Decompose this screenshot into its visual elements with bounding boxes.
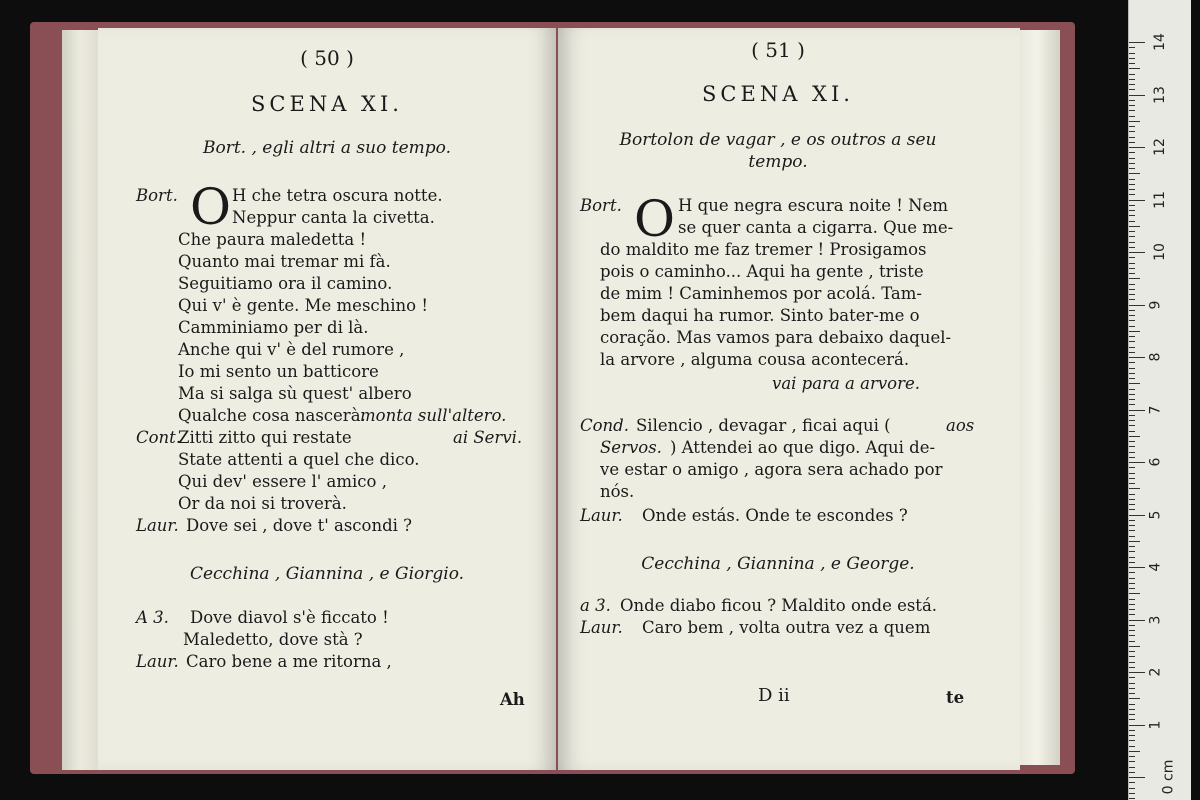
ruler-tick (1129, 525, 1135, 526)
ruler-tick (1129, 509, 1135, 510)
ruler-tick (1129, 357, 1145, 358)
ruler-tick (1129, 404, 1135, 405)
ruler-tick (1129, 452, 1135, 453)
stage-direction-inline: ai Servi. (453, 428, 523, 447)
ruler-tick (1129, 767, 1135, 768)
ruler-tick (1129, 210, 1135, 211)
ruler-tick (1129, 331, 1140, 332)
ruler-tick (1129, 583, 1135, 584)
ruler-tick (1129, 609, 1135, 610)
ruler-tick (1129, 536, 1135, 537)
speaker-name: Bort. (580, 196, 622, 215)
catchword: te (946, 688, 965, 707)
ruler-tick (1129, 551, 1135, 552)
ruler-tick (1129, 567, 1145, 568)
page-edges-right (1015, 30, 1060, 765)
ruler-label: 13 (1151, 85, 1168, 104)
prose-line: coração. Mas vamos para debaixo daquel- (600, 328, 952, 347)
ruler-tick (1129, 147, 1145, 148)
ruler-tick (1129, 142, 1135, 143)
scene-characters: Cecchina , Giannina , e George. (641, 554, 915, 574)
verse-line: Che paura maledetta ! (178, 230, 367, 249)
ruler-tick (1129, 242, 1135, 243)
ruler-tick (1129, 777, 1145, 778)
ruler-tick (1129, 310, 1135, 311)
ruler-tick (1129, 289, 1135, 290)
ruler-tick (1129, 158, 1135, 159)
ruler-tick (1129, 173, 1140, 174)
ruler-label: 8 (1147, 352, 1164, 362)
catchword: Ah (500, 690, 525, 709)
verse-line: State attenti a quel che dico. (178, 450, 420, 469)
ruler-tick (1129, 557, 1135, 558)
ruler-tick (1129, 273, 1135, 274)
ruler-tick (1129, 68, 1140, 69)
ruler-tick (1129, 562, 1135, 563)
ruler-tick (1129, 131, 1135, 132)
ruler-tick (1129, 63, 1135, 64)
verse-line: Ma si salga sù quest' albero (178, 384, 412, 403)
measurement-ruler (1128, 0, 1191, 800)
ruler-tick (1129, 719, 1135, 720)
verse-line: Neppur canta la civetta. (232, 208, 435, 227)
ruler-tick (1129, 116, 1135, 117)
ruler-tick (1129, 58, 1135, 59)
ruler-tick (1129, 168, 1135, 169)
ruler-tick (1129, 751, 1140, 752)
verse-line: Qui dev' essere l' amico , (178, 472, 387, 491)
prose-line: bem daqui ha rumor. Sinto bater-me o (600, 306, 920, 325)
ruler-tick (1129, 483, 1135, 484)
speaker-name: Bort. (136, 186, 178, 205)
ruler-tick (1129, 698, 1140, 699)
ruler-tick (1129, 714, 1135, 715)
ruler-tick (1129, 205, 1135, 206)
ruler-tick (1129, 530, 1135, 531)
ruler-tick (1129, 499, 1135, 500)
ruler-tick (1129, 425, 1135, 426)
ruler-tick (1129, 294, 1135, 295)
ruler-tick (1129, 179, 1135, 180)
ruler-tick (1129, 704, 1135, 705)
prose-line: Caro bem , volta outra vez a quem (642, 618, 931, 637)
stage-direction-inline: monta sull'altero. (360, 406, 507, 425)
ruler-tick (1129, 362, 1135, 363)
verse-line: Io mi sento un batticore (178, 362, 379, 381)
ruler-tick (1129, 478, 1135, 479)
ruler-tick (1129, 646, 1140, 647)
ruler-tick (1129, 268, 1135, 269)
ruler-tick (1129, 84, 1135, 85)
ruler-tick (1129, 462, 1145, 463)
ruler-tick (1129, 347, 1135, 348)
ruler-tick (1129, 635, 1135, 636)
ruler-tick (1129, 336, 1135, 337)
ruler-tick (1129, 410, 1145, 411)
ruler-tick (1129, 730, 1135, 731)
ruler-tick (1129, 693, 1135, 694)
ruler-tick (1129, 572, 1135, 573)
ruler-tick (1129, 100, 1135, 101)
ruler-label: 4 (1147, 562, 1164, 572)
ruler-tick (1129, 126, 1135, 127)
ruler-tick (1129, 473, 1135, 474)
ruler-label: 0 cm (1160, 759, 1177, 795)
prose-line: pois o caminho... Aqui ha gente , triste (600, 262, 924, 281)
ruler-tick (1129, 247, 1135, 248)
ruler-tick (1129, 394, 1135, 395)
prose-line: nós. (600, 482, 635, 501)
ruler-tick (1129, 599, 1135, 600)
ruler-tick (1129, 772, 1135, 773)
ruler-tick (1129, 378, 1135, 379)
prose-line: se quer canta a cigarra. Que me- (678, 218, 954, 237)
verse-line: Seguitiamo ora il camino. (178, 274, 393, 293)
ruler-label: 6 (1147, 457, 1164, 467)
ruler-tick (1129, 284, 1135, 285)
ruler-tick (1129, 189, 1135, 190)
stage-direction-inline: aos (946, 416, 975, 435)
stage-direction: tempo. (748, 152, 808, 172)
ruler-tick (1129, 383, 1140, 384)
ruler-tick (1129, 231, 1135, 232)
ruler-label: 14 (1151, 33, 1168, 51)
ruler-tick (1129, 137, 1135, 138)
ruler-tick (1129, 630, 1135, 631)
speaker-name: Cont. (136, 428, 182, 447)
ruler-label: 7 (1147, 405, 1164, 414)
drop-cap: O (190, 178, 231, 236)
ruler-tick (1129, 782, 1135, 783)
right-page (558, 28, 1020, 770)
ruler-tick (1129, 163, 1135, 164)
verse-line: Dove diavol s'è ficcato ! (190, 608, 389, 627)
ruler-tick (1129, 420, 1135, 421)
ruler-tick (1129, 735, 1135, 736)
prose-line: ve estar o amigo , agora sera achado por (600, 460, 943, 479)
prose-line: ) Attendei ao que digo. Aqui de- (670, 438, 936, 457)
ruler-tick (1129, 604, 1135, 605)
ruler-tick (1129, 677, 1135, 678)
ruler-tick (1129, 278, 1140, 279)
ruler-tick (1129, 436, 1140, 437)
ruler-tick (1129, 42, 1145, 43)
speaker-name: Laur. (580, 618, 623, 637)
ruler-label: 11 (1151, 190, 1168, 209)
ruler-tick (1129, 89, 1135, 90)
ruler-tick (1129, 662, 1135, 663)
ruler-tick (1129, 620, 1145, 621)
drop-cap: O (634, 190, 675, 248)
speaker-name: Laur. (136, 516, 179, 535)
signature-mark: D ii (758, 685, 790, 706)
stage-direction-inline: vai para a arvore. (772, 374, 921, 393)
ruler-tick (1129, 431, 1135, 432)
ruler-label: 2 (1147, 667, 1164, 677)
ruler-tick (1129, 494, 1135, 495)
ruler-tick (1129, 788, 1135, 789)
ruler-tick (1129, 667, 1135, 668)
ruler-tick (1129, 236, 1135, 237)
prose-line: do maldito me faz tremer ! Prosigamos (600, 240, 927, 259)
ruler-tick (1129, 756, 1135, 757)
ruler-tick (1129, 793, 1135, 794)
verse-line: Camminiamo per di là. (178, 318, 369, 337)
page-number: ( 50 ) (300, 46, 354, 70)
ruler-tick (1129, 740, 1135, 741)
ruler-tick (1129, 520, 1135, 521)
speaker-name: A 3. (136, 608, 169, 627)
verse-line: Zitti zitto qui restate (178, 428, 352, 447)
scene-characters: Cecchina , Giannina , e Giorgio. (189, 564, 465, 584)
verse-line: Anche qui v' è del rumore , (178, 340, 405, 359)
ruler-tick (1129, 446, 1135, 447)
ruler-tick (1129, 263, 1135, 264)
prose-line: Onde estás. Onde te escondes ? (642, 506, 908, 525)
ruler-tick (1129, 415, 1135, 416)
prose-line: la arvore , alguma cousa acontecerá. (600, 350, 910, 369)
left-page (98, 28, 556, 770)
speaker-name: Laur. (580, 506, 623, 525)
speaker-name: Cond. (580, 416, 629, 435)
ruler-tick (1129, 515, 1145, 516)
ruler-tick (1129, 614, 1135, 615)
verse-line: Qualche cosa nascerà. (178, 406, 366, 425)
scene-heading: SCENA XI. (702, 82, 854, 106)
ruler-tick (1129, 299, 1135, 300)
ruler-tick (1129, 184, 1135, 185)
ruler-tick (1129, 504, 1135, 505)
ruler-tick (1129, 110, 1135, 111)
ruler-tick (1129, 152, 1135, 153)
ruler-label: 10 (1151, 243, 1168, 261)
ruler-tick (1129, 467, 1135, 468)
ruler-tick (1129, 221, 1135, 222)
ruler-tick (1129, 47, 1135, 48)
ruler-tick (1129, 215, 1135, 216)
ruler-tick (1129, 257, 1135, 258)
ruler-label: 9 (1147, 300, 1164, 309)
ruler-tick (1129, 541, 1140, 542)
verse-line: Dove sei , dove t' ascondi ? (186, 516, 413, 535)
stage-direction: Bortolon de vagar , e os outros a seu (619, 130, 937, 150)
ruler-tick (1129, 588, 1135, 589)
ruler-tick (1129, 341, 1135, 342)
ruler-tick (1129, 194, 1135, 195)
verse-line: Or da noi si troverà. (178, 494, 347, 513)
ruler-tick (1129, 326, 1135, 327)
ruler-tick (1129, 200, 1145, 201)
ruler-tick (1129, 593, 1140, 594)
ruler-tick (1129, 546, 1135, 547)
prose-line: de mim ! Caminhemos por acolá. Tam- (600, 284, 922, 303)
ruler-tick (1129, 105, 1135, 106)
ruler-tick (1129, 651, 1135, 652)
ruler-tick (1129, 252, 1145, 253)
ruler-tick (1129, 746, 1135, 747)
ruler-tick (1129, 709, 1135, 710)
ruler-tick (1129, 79, 1135, 80)
ruler-tick (1129, 625, 1135, 626)
stage-direction: Bort. , egli altri a suo tempo. (203, 138, 451, 158)
ruler-label: 3 (1147, 615, 1164, 624)
verse-line: Caro bene a me ritorna , (186, 652, 392, 671)
ruler-label: 5 (1147, 510, 1164, 519)
ruler-tick (1129, 488, 1140, 489)
verse-line: Maledetto, dove stà ? (183, 630, 363, 649)
ruler-tick (1129, 320, 1135, 321)
ruler-tick (1129, 368, 1135, 369)
verse-line: H che tetra oscura notte. (232, 186, 443, 205)
ruler-tick (1129, 305, 1145, 306)
stage-direction-inline: Servos. (600, 438, 662, 457)
ruler-tick (1129, 798, 1135, 799)
prose-line: Onde diabo ficou ? Maldito onde está. (620, 596, 938, 615)
ruler-tick (1129, 457, 1135, 458)
ruler-label: 1 (1147, 720, 1164, 729)
ruler-tick (1129, 578, 1135, 579)
ruler-tick (1129, 399, 1135, 400)
ruler-tick (1129, 672, 1145, 673)
ruler-tick (1129, 373, 1135, 374)
ruler-tick (1129, 352, 1135, 353)
ruler-tick (1129, 441, 1135, 442)
speaker-name: a 3. (580, 596, 611, 615)
prose-line: Silencio , devagar , ficai aqui ( (636, 416, 891, 435)
ruler-tick (1129, 725, 1145, 726)
page-number: ( 51 ) (751, 38, 805, 62)
ruler-tick (1129, 121, 1140, 122)
verse-line: Qui v' è gente. Me meschino ! (178, 296, 428, 315)
ruler-tick (1129, 74, 1135, 75)
ruler-tick (1129, 226, 1140, 227)
ruler-tick (1129, 315, 1135, 316)
ruler-tick (1129, 641, 1135, 642)
ruler-tick (1129, 761, 1135, 762)
ruler-label: 12 (1151, 138, 1168, 156)
prose-line: H que negra escura noite ! Nem (678, 196, 949, 215)
ruler-tick (1129, 389, 1135, 390)
ruler-tick (1129, 656, 1135, 657)
ruler-tick (1129, 683, 1135, 684)
ruler-tick (1129, 95, 1145, 96)
verse-line: Quanto mai tremar mi fà. (178, 252, 391, 271)
scene-heading: SCENA XI. (251, 92, 403, 116)
speaker-name: Laur. (136, 652, 179, 671)
ruler-tick (1129, 688, 1135, 689)
ruler-tick (1129, 53, 1135, 54)
